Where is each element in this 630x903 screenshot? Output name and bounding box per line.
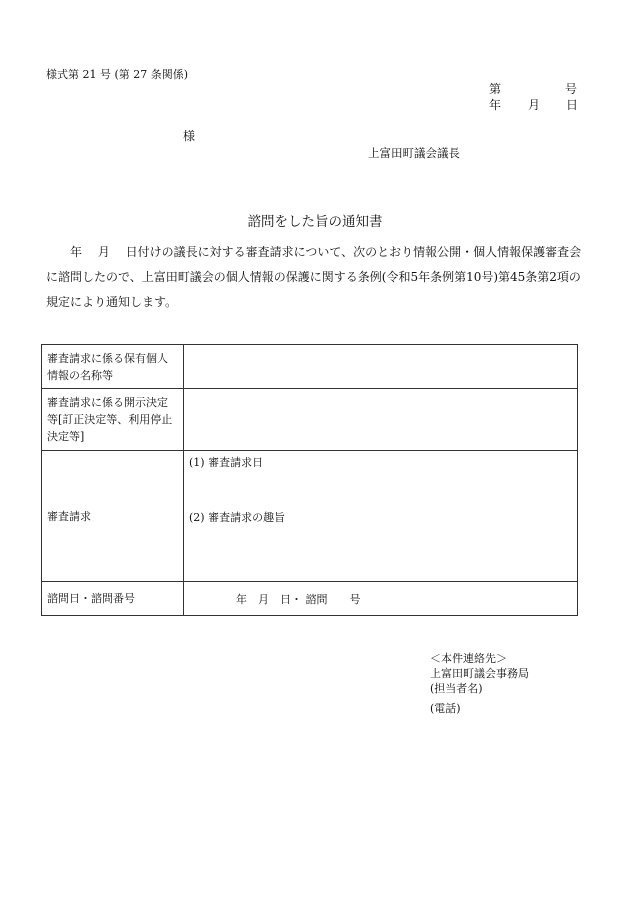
label-line: 決定等] bbox=[47, 430, 85, 443]
number-prefix: 第 bbox=[489, 82, 502, 96]
document-title: 諮問をした旨の通知書 bbox=[247, 214, 383, 230]
label-line: 諮問日・諮問番号 bbox=[47, 592, 135, 605]
body-line: 規定により通知します。 bbox=[46, 295, 178, 309]
request-purpose-item: (2) 審査請求の趣旨 bbox=[189, 511, 286, 524]
table-row bbox=[42, 389, 578, 451]
value-personal-info bbox=[184, 345, 578, 389]
row-label-disclosure-decision bbox=[42, 389, 184, 451]
row-label-consultation bbox=[42, 582, 184, 616]
body-line: に諮問したので、上富田町議会の個人情報の保護に関する条例(令和5年条例第10号)第45条第2項の bbox=[46, 270, 581, 284]
contact-office: 上富田町議会事務局 bbox=[430, 667, 529, 680]
contact-person: (担当者名) bbox=[430, 682, 483, 695]
label-line: 情報の名称等 bbox=[47, 368, 113, 382]
number-suffix: 号 bbox=[565, 82, 578, 96]
body-text bbox=[46, 240, 580, 315]
row-label-request bbox=[42, 451, 184, 582]
table-row bbox=[42, 345, 578, 389]
value-request bbox=[184, 451, 578, 582]
form-number: 様式第 21 号 (第 27 条関係) bbox=[46, 68, 189, 81]
contact-heading: ＜本件連絡先＞ bbox=[430, 652, 507, 665]
label-line: 審査請求に係る保有個人 bbox=[47, 351, 168, 365]
date-day: 日 bbox=[566, 98, 579, 112]
contact-phone: (電話) bbox=[430, 702, 461, 715]
label-line: 審査請求 bbox=[47, 509, 91, 523]
request-details-table bbox=[41, 344, 578, 616]
label-line: 等[訂正決定等、利用停止 bbox=[47, 413, 173, 426]
value-consultation: 年 月 日・ 諮問 号 bbox=[184, 582, 578, 616]
value-disclosure-decision bbox=[184, 389, 578, 451]
request-date-item: (1) 審査請求日 bbox=[189, 456, 264, 469]
sender-name: 上富田町議会議長 bbox=[368, 146, 460, 160]
body-line: 年 月 日付けの議長に対する審査請求について、次のとおり情報公開・個人情報保護審査会 bbox=[46, 245, 582, 259]
date-year: 年 bbox=[489, 98, 502, 112]
table-row bbox=[42, 582, 578, 616]
table-row bbox=[42, 451, 578, 582]
row-label-personal-info bbox=[42, 345, 184, 389]
date-month: 月 bbox=[528, 98, 541, 112]
recipient-honorific: 様 bbox=[183, 129, 196, 143]
contact-block bbox=[430, 651, 529, 716]
label-line: 審査請求に係る開示決定 bbox=[47, 396, 168, 409]
